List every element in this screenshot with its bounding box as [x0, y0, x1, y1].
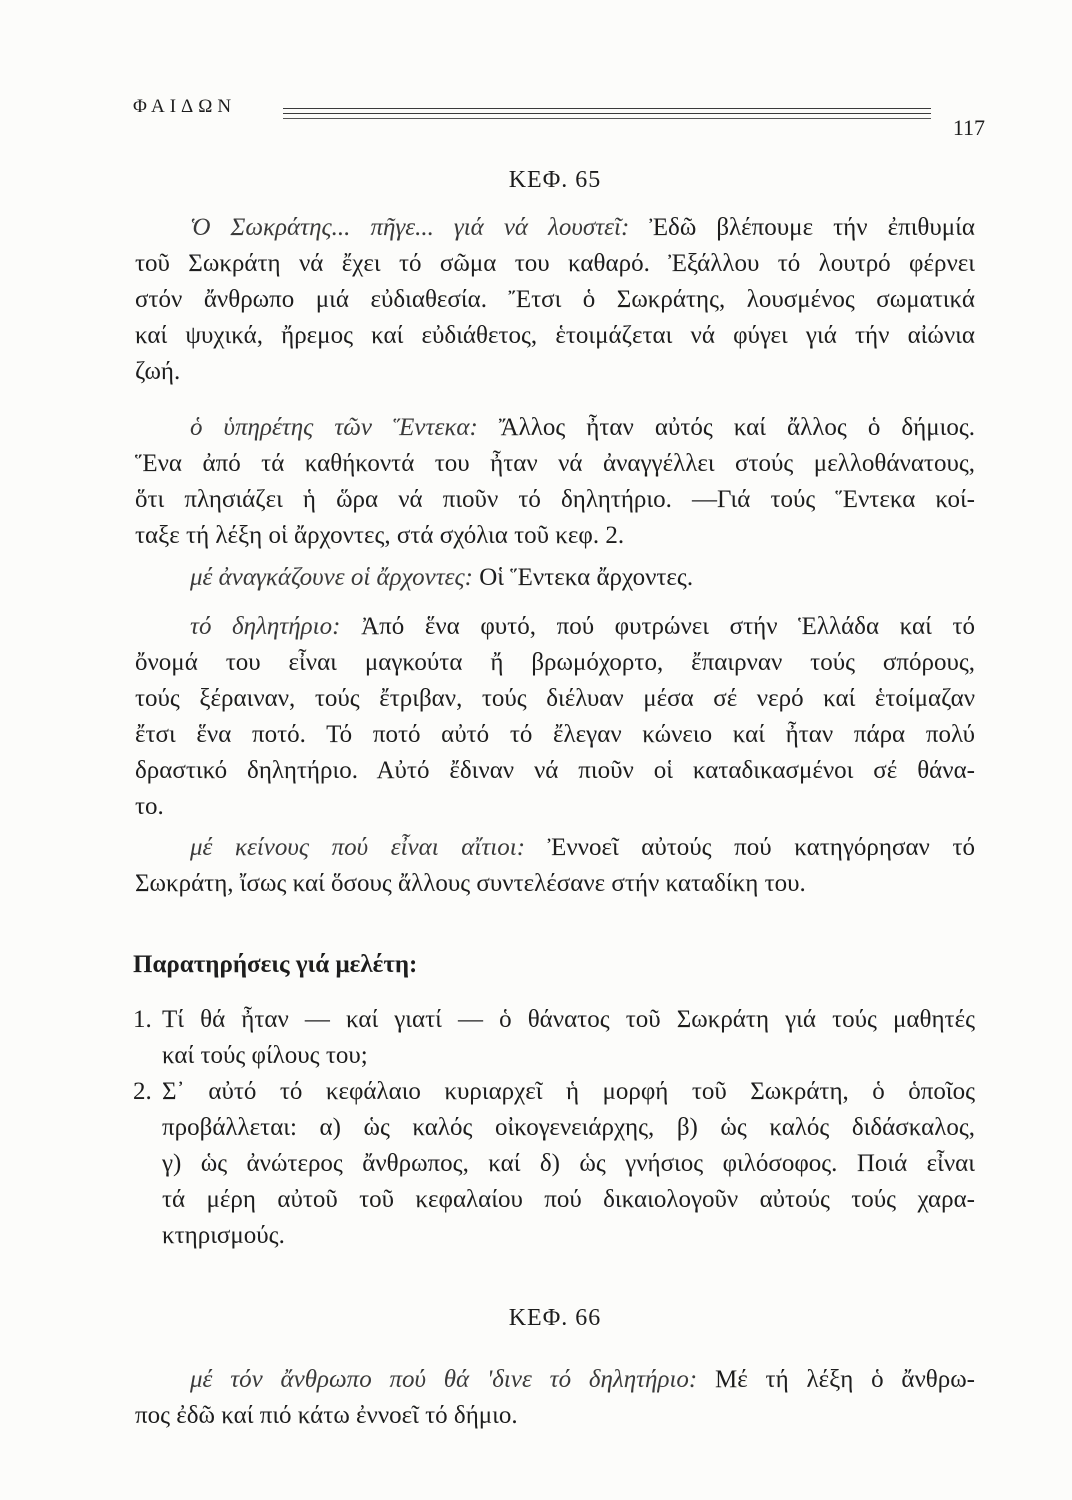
note-lemma: Ὁ Σωκράτης... πῆγε... γιά νά λουστεῖ:: [190, 214, 630, 241]
list-line: Σ᾽ αὐτό τό κεφάλαιο κυριαρχεῖ ἡ μορφή τοῦ Σωκράτη, ὁ ὁποῖος: [162, 1078, 975, 1105]
note-servant: [135, 410, 975, 554]
note-bath: [135, 210, 975, 390]
note-line: ζωή.: [135, 358, 181, 385]
note-executioner: [135, 1362, 975, 1434]
list-line: κτηρισμούς.: [162, 1222, 285, 1249]
note-line: ταξε τή λέξη οἱ ἄρχοντες, στά σχόλια τοῦ κεφ. 2.: [135, 522, 625, 549]
note-line: [135, 609, 975, 645]
note-line: τούς ξέραιναν, τούς ἔτριβαν, τούς διέλυαν μέσα σέ νερό καί ἑτοίμαζαν: [135, 685, 975, 712]
note-text: Ἄλλος ἦταν αὐτός καί ἄλλος ὁ δήμιος.: [498, 414, 975, 441]
study-notes-list: [133, 1002, 975, 1254]
note-line: [135, 560, 975, 596]
list-line: γ) ὡς ἀνώτερος ἄνθρωπος, καί δ) ὡς γνήσιος φιλόσοφος. Ποιά εἶναι: [162, 1150, 975, 1177]
note-text: Ἐδῶ βλέπουμε τήν ἐπιθυμία: [649, 214, 975, 241]
note-text: Ἐννοεῖ αὐτούς πού κατηγόρησαν τό: [547, 834, 976, 861]
note-line: τοῦ Σωκράτη νά ἔχει τό σῶμα του καθαρό. Ἐξάλλου τό λουτρό φέρνει: [135, 250, 975, 277]
note-text: Μέ τή λέξη ὁ ἄνθρω-: [715, 1366, 976, 1393]
list-item-number: 2.: [133, 1078, 152, 1105]
note-line: Σωκράτη, ἴσως καί ὅσους ἄλλους συντελέσανε στήν καταδίκη του.: [135, 870, 806, 897]
study-notes-heading: Παρατηρήσεις γιά μελέτη:: [133, 951, 418, 978]
note-text: Οἱ Ἕντεκα ἄρχοντες.: [479, 564, 694, 591]
note-line: Ἕνα ἀπό τά καθήκοντά του ἦταν νά ἀναγγέλλει στούς μελλοθάνατους,: [135, 450, 975, 477]
note-accusers: [135, 830, 975, 902]
list-line: προβάλλεται: α) ὡς καλός οἰκογενειάρχης, β) ὡς καλός διδάσκαλος,: [162, 1114, 975, 1141]
list-line: Τί θά ἦταν — καί γιατί — ὁ θάνατος τοῦ Σωκράτη γιά τούς μαθητές: [162, 1006, 975, 1033]
page-number: 117: [952, 115, 985, 140]
note-line: στόν ἄνθρωπο μιά εὐδιαθεσία. Ἔτσι ὁ Σωκράτης, λουσμένος σωματικά: [135, 286, 975, 313]
note-lemma: τό δηλητήριο:: [190, 613, 341, 640]
chapter-65-heading: ΚΕΦ. 65: [508, 167, 602, 193]
list-item-number: 1.: [133, 1006, 152, 1033]
list-item: [133, 1002, 975, 1074]
note-lemma: μέ ἀναγκάζουνε οἱ ἄρχοντες:: [190, 564, 473, 591]
note-poison: [135, 609, 975, 825]
note-line: καί ψυχικά, ἤρεμος καί εὐδιάθετος, ἑτοιμάζεται νά φύγει γιά τήν αἰώνια: [135, 322, 975, 349]
note-line: ὄνομά του εἶναι μαγκούτα ἤ βρωμόχορτο, ἔπαιρναν τούς σπόρους,: [135, 649, 975, 676]
note-line: [135, 1362, 975, 1398]
note-lemma: μέ τόν ἄνθρωπο πού θά 'δινε τό δηλητήριο:: [190, 1366, 698, 1393]
running-title: ΦΑΙΔΩΝ: [133, 96, 237, 117]
note-text: Ἀπό ἕνα φυτό, πού φυτρώνει στήν Ἑλλάδα καί τό: [361, 613, 976, 640]
note-line: πος ἐδῶ καί πιό κάτω ἐννοεῖ τό δήμιο.: [135, 1402, 518, 1429]
chapter-66-heading: ΚΕΦ. 66: [508, 1305, 602, 1331]
note-line: [135, 410, 975, 446]
note-archons: [135, 560, 975, 596]
note-lemma: μέ κείνους πού εἶναι αἴτιοι:: [190, 834, 526, 861]
note-line: [135, 830, 975, 866]
header-rule-lower: [283, 118, 931, 119]
list-line: τά μέρη αὐτοῦ τοῦ κεφαλαίου πού δικαιολογοῦν αὐτούς τούς χαρα-: [162, 1186, 975, 1213]
header-rule: [283, 108, 931, 114]
note-line: ἔτσι ἕνα ποτό. Τό ποτό αὐτό τό ἔλεγαν κώνειο καί ἦταν πάρα πολύ: [135, 721, 975, 748]
list-line: καί τούς φίλους του;: [162, 1042, 368, 1069]
note-line: [135, 210, 975, 246]
note-line: δραστικό δηλητήριο. Αὐτό ἔδιναν νά πιοῦν οἱ καταδικασμένοι σέ θάνα-: [135, 757, 975, 784]
list-item-text: [162, 1074, 975, 1254]
note-line: το.: [135, 793, 164, 820]
note-lemma: ὁ ὑπηρέτης τῶν Ἕντεκα:: [190, 414, 478, 441]
running-header: [133, 96, 985, 140]
list-item: [133, 1074, 975, 1254]
list-item-text: [162, 1002, 975, 1074]
note-line: ὅτι πλησιάζει ἡ ὥρα νά πιοῦν τό δηλητήριο. —Γιά τούς Ἕντεκα κοί-: [135, 486, 975, 513]
